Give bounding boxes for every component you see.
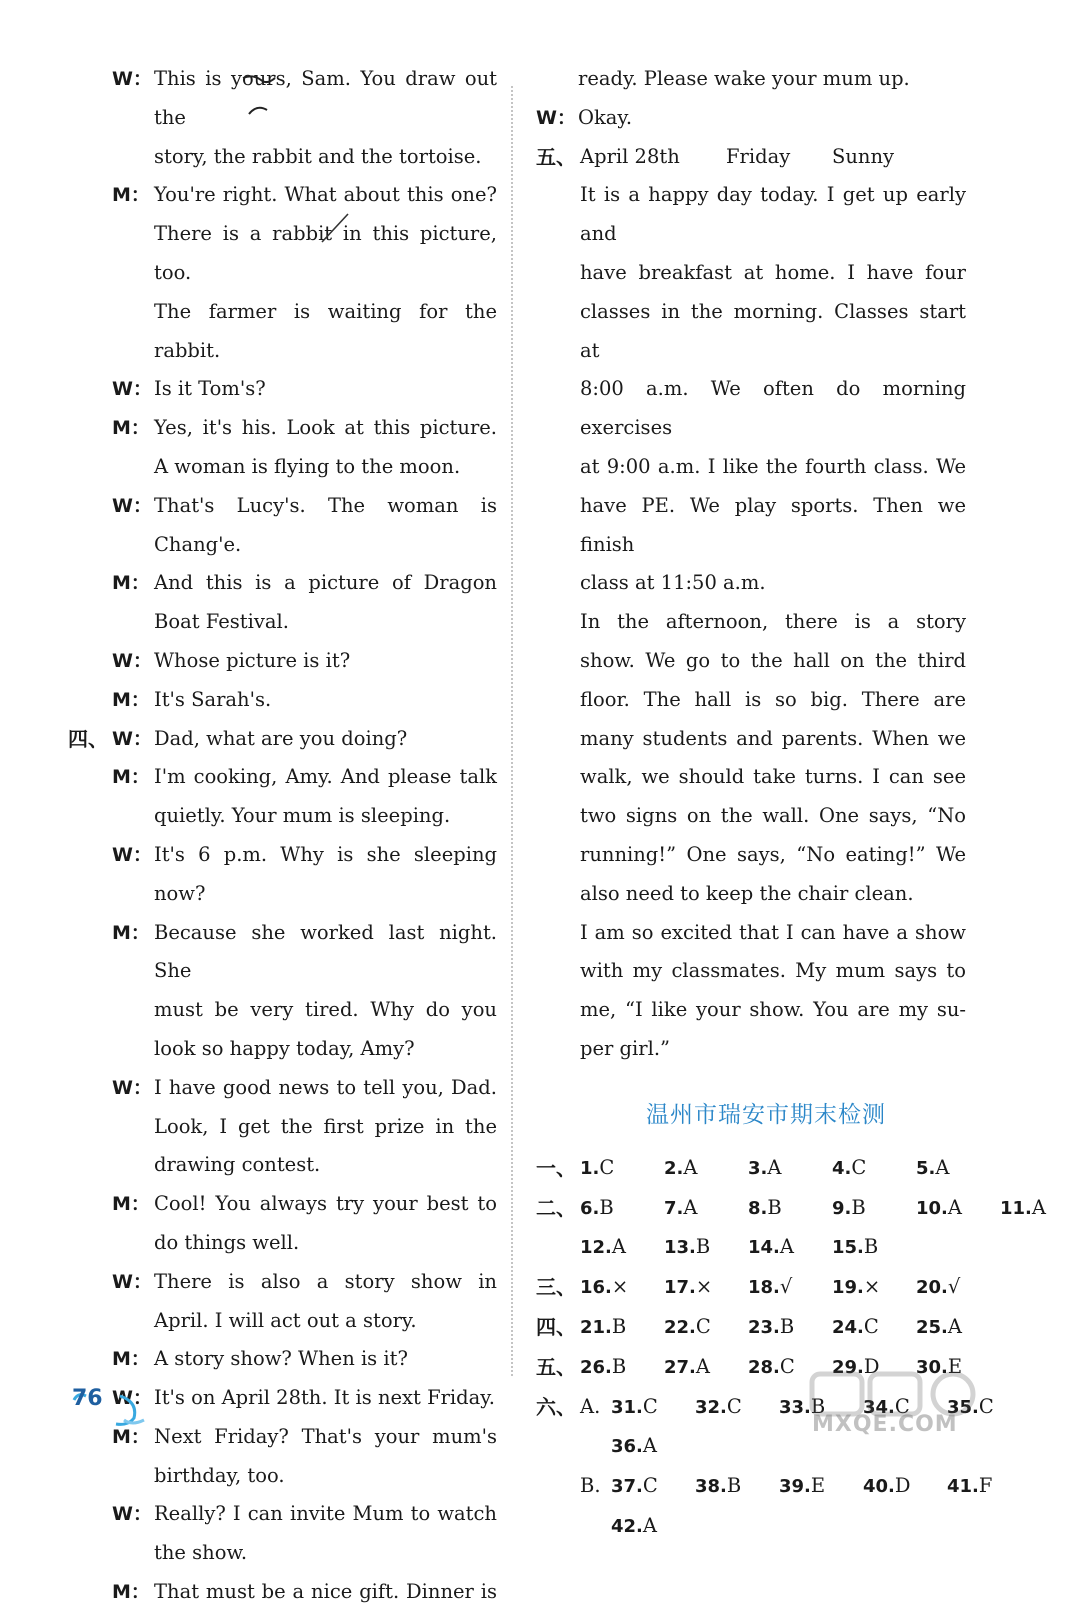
dialog-text: A story show? When is it?: [154, 1347, 408, 1371]
dialog-line: [112, 1534, 497, 1573]
answer-value: B: [726, 1474, 742, 1498]
answer-value: A: [642, 1513, 657, 1537]
question-number: 13.: [664, 1237, 696, 1259]
question-number: 21.: [580, 1316, 612, 1338]
dialog-text: Dad, what are you doing?: [154, 726, 408, 750]
passage-line: walk, we should take turns. I can see: [580, 765, 966, 789]
dialog-line: [112, 176, 497, 215]
speaker-label: W：: [112, 649, 152, 672]
answer-value: B: [767, 1195, 782, 1219]
passage-line: running!” One says, “No eating!” We: [580, 842, 966, 866]
question-number: 39.: [779, 1476, 811, 1498]
answer-item: [916, 1308, 1000, 1348]
answer-item: [580, 1189, 664, 1229]
question-number: 18.: [748, 1277, 780, 1299]
question-number: 1.: [580, 1157, 600, 1179]
dialog-line: [112, 1185, 497, 1224]
answer-item: [748, 1189, 832, 1229]
dialog-line: [112, 215, 497, 293]
answer-item: [664, 1268, 748, 1308]
answer-value: B: [810, 1394, 826, 1418]
question-number: 12.: [580, 1237, 612, 1259]
answer-row: [536, 1189, 1046, 1229]
answer-value: E: [947, 1354, 963, 1378]
dialog-text: It's on April 28th. It is next Friday.: [154, 1386, 495, 1410]
dialog-text: Boat Festival.: [154, 610, 289, 634]
dialog-text: Okay.: [578, 105, 633, 129]
question-number: 6.: [580, 1197, 600, 1219]
answer-value: √: [779, 1275, 793, 1299]
dialog-text: the show.: [154, 1541, 248, 1565]
dialog-text: The farmer is waiting for the rabbit.: [154, 299, 497, 362]
dialog-line: [112, 1146, 497, 1185]
answer-value: C: [695, 1314, 711, 1338]
dialog-line: [112, 1495, 497, 1534]
question-number: 22.: [664, 1316, 696, 1338]
answer-row: [536, 1228, 966, 1268]
answer-value: A: [947, 1314, 962, 1338]
answer-item: [832, 1228, 916, 1268]
dialog-text: Really? I can invite Mum to watch: [154, 1502, 497, 1526]
question-number: 10.: [916, 1197, 948, 1219]
question-number: 15.: [832, 1237, 864, 1259]
answer-item: [863, 1467, 947, 1507]
section-number: 三、: [536, 1275, 576, 1300]
speaker-label: W：: [112, 1270, 152, 1293]
answer-item: [580, 1348, 664, 1388]
dialog-line: [112, 1340, 497, 1379]
answer-item: [580, 1149, 664, 1189]
dialog-line: [112, 293, 497, 371]
dialog-line: [112, 681, 497, 720]
dialog-line: [112, 914, 497, 992]
question-number: 35.: [947, 1396, 979, 1418]
passage-line: me, “I like your show. You are my su-: [580, 998, 966, 1022]
speaker-label: M：: [112, 921, 150, 944]
answer-item: [664, 1228, 748, 1268]
speaker-label: M：: [112, 1348, 150, 1371]
dialog-line: [112, 603, 497, 642]
answer-value: A: [683, 1155, 698, 1179]
answer-item: [580, 1228, 664, 1268]
answer-value: C: [779, 1354, 795, 1378]
dialog-text: And this is a picture of Dragon: [154, 571, 497, 595]
question-number: 25.: [916, 1316, 948, 1338]
dialog-line: [112, 487, 497, 565]
question-number: 24.: [832, 1316, 864, 1338]
answer-value: ×: [611, 1275, 629, 1299]
passage-line: In the afternoon, there is a story: [580, 610, 966, 634]
passage-line: have breakfast at home. I have four: [580, 260, 966, 284]
question-number: 36.: [611, 1436, 643, 1458]
dialog-line: [112, 1302, 497, 1341]
dialog-line: [112, 448, 497, 487]
answer-item: [664, 1308, 748, 1348]
dialog-line: [112, 564, 497, 603]
question-number: 14.: [748, 1237, 780, 1259]
answer-value: √: [947, 1275, 961, 1299]
question-number: 41.: [947, 1476, 979, 1498]
dialog-text: This is yours, Sam. You draw out the: [154, 67, 497, 129]
dialog-line: [112, 1418, 497, 1457]
diary-day: Friday: [726, 144, 791, 168]
question-number: 20.: [916, 1277, 948, 1299]
speaker-label: W：: [112, 1503, 152, 1526]
answer-value: C: [978, 1394, 994, 1418]
right-column: [536, 60, 1046, 1547]
answer-row: [536, 1507, 966, 1547]
answer-value: B: [851, 1195, 866, 1219]
question-number: 32.: [695, 1396, 727, 1418]
diary-header: [536, 138, 966, 177]
dialog-text: Look, I get the first prize in the: [154, 1114, 497, 1138]
dialog-line: [112, 138, 497, 177]
dialog-line: [68, 720, 497, 759]
answer-value: C: [642, 1394, 658, 1418]
answer-item: [695, 1388, 779, 1428]
answer-item: [916, 1268, 1000, 1308]
dialog-text: I'm cooking, Amy. And please talk: [154, 765, 497, 789]
dialog-text: That's Lucy's. The woman is Chang'e.: [154, 493, 497, 556]
answer-value: C: [599, 1155, 615, 1179]
dialog-text: must be very tired. Why do you: [154, 998, 497, 1022]
dialog-text: birthday, too.: [154, 1463, 285, 1487]
section-number: 二、: [536, 1195, 576, 1220]
speaker-label: M：: [112, 1193, 150, 1216]
question-number: 26.: [580, 1356, 612, 1378]
answer-item: [611, 1507, 695, 1547]
answer-item: [664, 1149, 748, 1189]
dialog-line: [112, 1573, 497, 1612]
dialog-line: [112, 1030, 497, 1069]
answer-value: A: [935, 1155, 950, 1179]
passage-line: I am so excited that I can have a show: [580, 920, 966, 944]
dialog-line: [112, 1069, 497, 1108]
answer-value: F: [978, 1474, 993, 1498]
question-number: 3.: [748, 1157, 768, 1179]
part-label: A.: [580, 1394, 601, 1418]
answer-item: [611, 1427, 695, 1467]
speaker-label: M：: [112, 1425, 150, 1448]
speaker-label: W：: [536, 106, 576, 129]
diary-date: April 28th: [580, 144, 680, 168]
dialog-line: [112, 836, 497, 914]
speaker-label: M：: [112, 688, 150, 711]
answer-value: D: [863, 1354, 880, 1378]
passage-line: class at 11:50 a.m.: [580, 571, 766, 595]
dialog-text: quietly. Your mum is sleeping.: [154, 804, 451, 828]
speaker-label: W：: [112, 1387, 152, 1410]
question-number: 42.: [611, 1515, 643, 1537]
watermark-text: MXQE.COM: [812, 1412, 958, 1437]
section-number: 六、: [536, 1394, 576, 1419]
answer-item: [916, 1189, 1000, 1229]
answer-value: B: [599, 1195, 614, 1219]
dialog-text: I have good news to tell you, Dad.: [154, 1075, 497, 1099]
passage-line: have PE. We play sports. Then we finish: [580, 493, 966, 556]
dialog-text: Whose picture is it?: [154, 648, 351, 672]
answer-value: D: [894, 1474, 911, 1498]
answer-item: [748, 1308, 832, 1348]
dialog-line: [112, 642, 497, 681]
dialog-line: [112, 1379, 497, 1418]
answer-value: A: [695, 1354, 710, 1378]
answer-item: [832, 1189, 916, 1229]
dialog-text: It's 6 p.m. Why is she sleeping now?: [154, 842, 497, 905]
answer-item: [664, 1348, 748, 1388]
speaker-label: M：: [112, 1581, 150, 1604]
dialog-line: [112, 60, 497, 138]
speaker-label: M：: [112, 417, 150, 440]
section-number: 五、: [536, 1354, 576, 1379]
dialog-text: look so happy today, Amy?: [154, 1036, 415, 1060]
speaker-label: M：: [112, 184, 150, 207]
speaker-label: W：: [112, 68, 152, 90]
part-label: B.: [580, 1474, 601, 1498]
speaker-label: W：: [112, 1076, 152, 1099]
dialog-text: A woman is flying to the moon.: [154, 454, 461, 478]
passage-line: two signs on the wall. One says, “No: [580, 804, 966, 828]
question-number: 11.: [1000, 1197, 1032, 1219]
question-number: 2.: [664, 1157, 684, 1179]
dialog-text: do things well.: [154, 1230, 300, 1254]
question-number: 19.: [832, 1277, 864, 1299]
dialog-text: Because she worked last night. She: [154, 920, 497, 983]
speaker-label: M：: [112, 572, 150, 595]
dialog-line: [112, 1224, 497, 1263]
dialog-line: [112, 1457, 497, 1496]
question-number: 8.: [748, 1197, 768, 1219]
passage-line: It is a happy day today. I get up early and: [580, 183, 966, 246]
question-number: 29.: [832, 1356, 864, 1378]
question-number: 31.: [611, 1396, 643, 1418]
passage-line: per girl.”: [580, 1036, 670, 1060]
answer-item: [611, 1388, 695, 1428]
answer-item: [748, 1228, 832, 1268]
answer-value: A: [767, 1155, 782, 1179]
question-number: 7.: [664, 1197, 684, 1219]
dialog-text: April. I will act out a story.: [154, 1308, 417, 1332]
dialog-text: There is a rabbit in this picture, too.: [154, 222, 497, 284]
dialog-text: There is also a story show in: [154, 1269, 497, 1293]
dialog-text: You're right. What about this one?: [154, 183, 497, 207]
answer-value: B: [779, 1314, 795, 1338]
question-number: 38.: [695, 1476, 727, 1498]
answer-value: A: [642, 1434, 657, 1458]
column-divider: [511, 86, 513, 1376]
speaker-label: W：: [112, 494, 152, 517]
answer-row: [536, 1308, 966, 1348]
answer-item: [580, 1268, 664, 1308]
dialog-text: drawing contest.: [154, 1153, 321, 1177]
question-number: 9.: [832, 1197, 852, 1219]
speaker-label: W：: [112, 378, 152, 401]
answer-value: B: [611, 1314, 627, 1338]
question-number: 5.: [916, 1157, 936, 1179]
question-number: 23.: [748, 1316, 780, 1338]
answer-value: C: [726, 1394, 742, 1418]
question-number: 27.: [664, 1356, 696, 1378]
dialog-line: [536, 60, 966, 99]
question-number: 28.: [748, 1356, 780, 1378]
passage-line: show. We go to the hall on the third: [580, 648, 966, 672]
answer-item: [611, 1467, 695, 1507]
dialog-text: ready. Please wake your mum up.: [578, 67, 910, 90]
dialog-text: It's Sarah's.: [154, 687, 272, 711]
answer-item: [748, 1149, 832, 1189]
answer-value: C: [894, 1394, 910, 1418]
answer-item: [748, 1268, 832, 1308]
page-number: 76: [72, 1386, 103, 1411]
answer-value: E: [810, 1474, 826, 1498]
dialog-line: [112, 758, 497, 797]
answer-item: [695, 1467, 779, 1507]
question-number: 17.: [664, 1277, 696, 1299]
dialog-text: Cool! You always try your best to: [154, 1192, 497, 1216]
answer-value: B: [863, 1235, 879, 1259]
answer-value: B: [695, 1235, 711, 1259]
passage-line: floor. The hall is so big. There are: [580, 687, 966, 711]
answer-value: C: [851, 1155, 867, 1179]
answer-value: A: [1031, 1195, 1046, 1219]
dialog-line: [536, 99, 966, 138]
question-number: 37.: [611, 1476, 643, 1498]
dialog-line: [112, 370, 497, 409]
answer-item: [664, 1189, 748, 1229]
speaker-label: M：: [112, 766, 150, 789]
answer-item: [832, 1268, 916, 1308]
answer-item: [916, 1149, 1000, 1189]
answer-value: A: [611, 1235, 626, 1259]
section-number: 一、: [536, 1155, 576, 1180]
speaker-label: W：: [112, 843, 152, 866]
dialog-text: Yes, it's his. Look at this picture.: [154, 416, 497, 440]
answer-value: A: [779, 1235, 794, 1259]
answer-item: [1000, 1189, 1084, 1229]
dialog-text: That must be a nice gift. Dinner is: [154, 1580, 497, 1604]
answer-item: [947, 1467, 1031, 1507]
dialog-text: Next Friday? That's your mum's: [154, 1424, 497, 1448]
dialog-line: [112, 1263, 497, 1302]
answer-value: C: [863, 1314, 879, 1338]
speaker-label: W：: [112, 727, 152, 750]
dialog-text: Is it Tom's?: [154, 377, 266, 401]
answer-row: [536, 1467, 993, 1507]
passage-line: with my classmates. My mum says to: [580, 959, 966, 983]
answer-value: ×: [695, 1275, 713, 1299]
dialog-line: [112, 991, 497, 1030]
section-number: 四、: [536, 1314, 576, 1339]
answer-item: [779, 1467, 863, 1507]
question-number: 34.: [863, 1396, 895, 1418]
passage-line: many students and parents. When we: [580, 726, 966, 750]
answer-value: C: [642, 1474, 658, 1498]
section-number: 五、: [536, 144, 576, 169]
dialog-text: story, the rabbit and the tortoise.: [154, 144, 482, 168]
question-number: 30.: [916, 1356, 948, 1378]
passage-line: at 9:00 a.m. I like the fourth class. We: [580, 454, 966, 478]
answer-item: [832, 1308, 916, 1348]
answer-item: [832, 1149, 916, 1189]
answer-item: [580, 1308, 664, 1348]
question-number: 16.: [580, 1277, 612, 1299]
answer-value: ×: [863, 1275, 881, 1299]
question-number: 33.: [779, 1396, 811, 1418]
passage-line: classes in the morning. Classes start at: [580, 299, 966, 362]
dialog-line: [112, 409, 497, 448]
passage-line: 8:00 a.m. We often do morning exercises: [580, 377, 966, 440]
question-number: 40.: [863, 1476, 895, 1498]
answer-row: [536, 1268, 966, 1308]
answer-value: A: [683, 1195, 698, 1219]
dialog-line: [112, 1108, 497, 1147]
answer-value: A: [947, 1195, 962, 1219]
dialog-line: [112, 797, 497, 836]
answer-row: [536, 1149, 966, 1189]
diary-weather: Sunny: [832, 144, 895, 168]
passage-line: also need to keep the chair clean.: [580, 881, 914, 905]
section-number: 四、: [68, 726, 108, 751]
exam-title: 温州市瑞安市期末检测: [646, 1101, 886, 1128]
question-number: 4.: [832, 1157, 852, 1179]
answer-value: B: [611, 1354, 627, 1378]
